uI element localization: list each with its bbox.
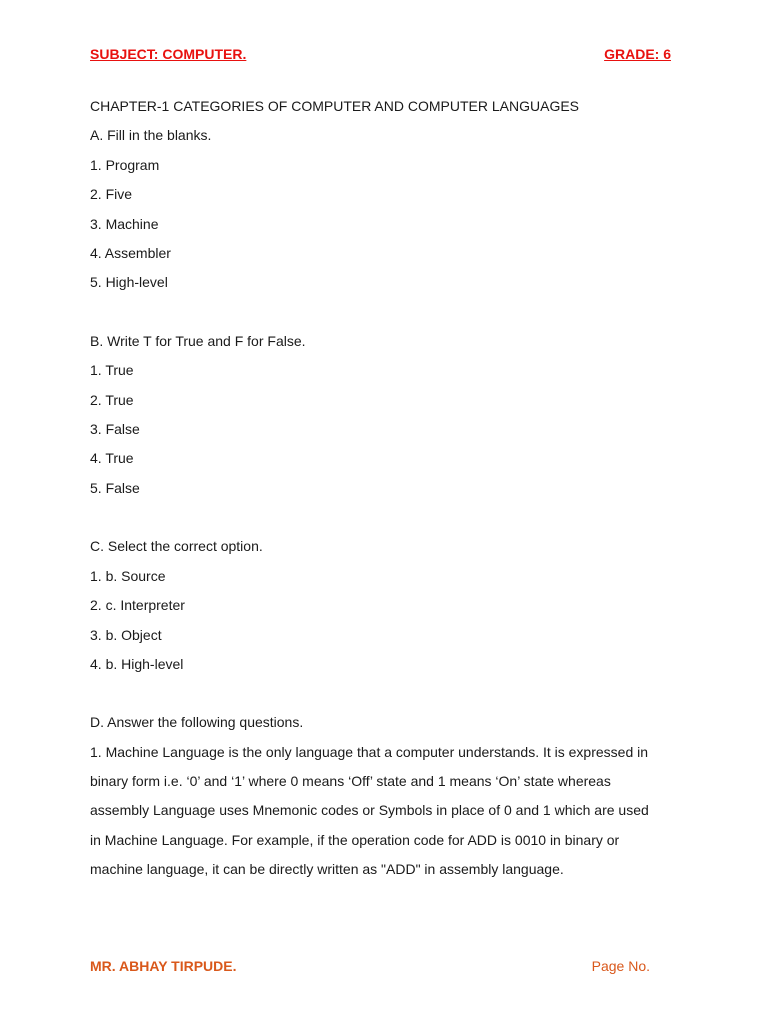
section-d-answer-1: 1. Machine Language is the only language that a computer understands. It is expressed in binary form i.e. ‘0’ and ‘1’ where 0 means ‘Off’ state and 1 means ‘On’ state whereas assembly Language uses Mnemonic codes or Symbols in place of 0 and 1 which are used in Machine Language. For example, if the operation code for ADD is 0010 in binary or machine language, it can be directly written as "ADD" in assembly language.	[90, 743, 649, 877]
section-spacer	[90, 503, 660, 532]
section-a-item: 5. High-level	[90, 274, 168, 291]
section-b-item: 1. True	[90, 362, 134, 379]
section-c-item: 3. b. Object	[90, 626, 162, 643]
author-name: MR. ABHAY TIRPUDE.	[90, 958, 237, 974]
section-b-item: 5. False	[90, 479, 140, 496]
section-b-heading: B. Write T for True and F for False.	[90, 332, 306, 349]
section-a-item: 3. Machine	[90, 215, 159, 232]
section-a-item: 4. Assembler	[90, 245, 171, 262]
page-number-label: Page No.	[591, 958, 650, 974]
section-a-item: 1. Program	[90, 156, 160, 173]
subject-label: SUBJECT: COMPUTER.	[90, 46, 247, 62]
chapter-title: CHAPTER-1 CATEGORIES OF COMPUTER AND COMPUTER LANGUAGES	[90, 98, 580, 114]
section-spacer	[90, 298, 660, 327]
section-a-heading: A. Fill in the blanks.	[90, 127, 212, 144]
document-body	[90, 92, 660, 884]
section-spacer	[90, 679, 660, 708]
section-b-item: 4. True	[90, 450, 134, 467]
section-a-item: 2. Five	[90, 186, 133, 203]
page-footer	[90, 958, 650, 978]
grade-label: GRADE: 6	[604, 46, 671, 62]
section-d-heading: D. Answer the following questions.	[90, 714, 304, 731]
page-header	[90, 46, 671, 66]
section-c-item: 4. b. High-level	[90, 655, 184, 672]
section-c-item: 2. c. Interpreter	[90, 597, 185, 614]
section-b-item: 3. False	[90, 421, 140, 438]
section-c-heading: C. Select the correct option.	[90, 538, 263, 555]
section-c-item: 1. b. Source	[90, 567, 166, 584]
section-b-item: 2. True	[90, 391, 134, 408]
